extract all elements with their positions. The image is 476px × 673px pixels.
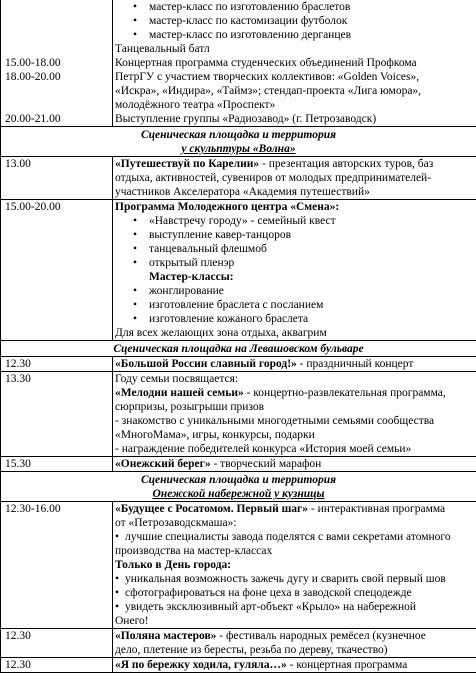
schedule-row bbox=[1, 372, 476, 457]
event-description: производства на мастер-классах bbox=[115, 545, 272, 557]
schedule-row bbox=[1, 200, 476, 341]
event-text bbox=[115, 658, 474, 672]
time-cell bbox=[1, 372, 113, 457]
time-cell bbox=[1, 357, 113, 372]
time-value: 15.00-18.00 bbox=[5, 56, 110, 70]
event-description: - фестиваль народных ремёсел (кузнечное bbox=[216, 630, 425, 642]
schedule-row bbox=[1, 502, 476, 629]
event-cell bbox=[113, 457, 476, 472]
bullet-item bbox=[115, 256, 474, 270]
bullet-item bbox=[115, 586, 474, 600]
bullet-item bbox=[115, 242, 474, 256]
schedule-body bbox=[1, 0, 476, 673]
event-cell bbox=[113, 658, 476, 673]
time-value: 13.30 bbox=[5, 372, 110, 386]
event-description: Году семьи посвящается: bbox=[115, 373, 238, 385]
time-cell bbox=[1, 629, 113, 658]
event-description: лучшие специалисты завода поделятся с вами секретами атомного bbox=[125, 531, 451, 543]
time-value: 20.00-21.00 bbox=[5, 112, 110, 126]
schedule-row bbox=[1, 357, 476, 372]
schedule-row bbox=[1, 157, 476, 200]
event-text bbox=[115, 70, 474, 84]
time-value bbox=[5, 28, 110, 42]
event-text bbox=[115, 544, 474, 558]
time-value bbox=[5, 0, 110, 14]
section-subtitle: у скульптуры «Волна» bbox=[3, 142, 474, 156]
event-text bbox=[115, 84, 474, 98]
schedule-row bbox=[1, 0, 476, 127]
event-description: мастер-класс по изготовлению браслетов bbox=[149, 1, 350, 13]
event-text bbox=[115, 185, 474, 199]
section-title: Сценическая площадка и территория bbox=[3, 473, 474, 487]
time-value: 13.00 bbox=[5, 157, 110, 171]
event-title: «Путешествуй по Карелии» bbox=[115, 158, 259, 170]
time-value bbox=[5, 42, 110, 56]
event-text bbox=[115, 386, 474, 400]
section-title: Сценическая площадка на Левашовском бульваре bbox=[3, 342, 474, 356]
event-description: дело, плетение из бересты, резьба по дереву, ткачество) bbox=[115, 644, 388, 656]
event-description: Танцевальный батл bbox=[115, 43, 210, 55]
time-value: 12.30 bbox=[5, 357, 110, 371]
event-description: мастер-класс по кастомизации футболок bbox=[149, 15, 347, 27]
section-header bbox=[1, 341, 476, 357]
event-text bbox=[115, 42, 474, 56]
event-text bbox=[115, 400, 474, 414]
event-text bbox=[115, 558, 474, 572]
time-cell bbox=[1, 0, 113, 127]
bullet-item bbox=[115, 284, 474, 298]
event-description: сюрпризы, розыгрыши призов bbox=[115, 401, 264, 413]
event-description: открытый пленэр bbox=[149, 257, 234, 269]
time-value bbox=[5, 84, 110, 98]
section-subtitle: Онежской набережной у кузницы bbox=[3, 487, 474, 501]
time-value: 12.30-16.00 bbox=[5, 502, 110, 516]
schedule-row bbox=[1, 341, 476, 357]
event-description: от «Петрозаводскмаша»: bbox=[115, 517, 237, 529]
event-title: Мастер-классы: bbox=[149, 271, 234, 283]
event-description: уникальная возможность зажечь дугу и сварить свой первый шов bbox=[125, 573, 446, 585]
time-cell bbox=[1, 200, 113, 341]
time-cell bbox=[1, 502, 113, 629]
bullet-item bbox=[115, 0, 474, 14]
event-text bbox=[115, 442, 474, 456]
event-title: «Будущее с Росатомом. Первый шаг» bbox=[115, 503, 308, 515]
event-title: «Онежский берег» bbox=[115, 458, 211, 470]
event-description: - интерактивная программа bbox=[308, 503, 445, 515]
time-value bbox=[5, 98, 110, 112]
event-description: - концертная программа bbox=[287, 659, 408, 671]
event-description: участников Акселератора «Академия путешествий» bbox=[115, 186, 370, 198]
event-description: изготовление кожаного браслета bbox=[149, 313, 308, 325]
event-title: «Я по бережку ходила, гуляла…» bbox=[115, 659, 287, 671]
bullet-item bbox=[115, 530, 474, 544]
event-text bbox=[115, 643, 474, 657]
event-description: Концертная программа студенческих объединений Профкома bbox=[115, 57, 417, 69]
event-description: мастер-класс по изготовлению дерганцев bbox=[149, 29, 351, 41]
event-text bbox=[115, 112, 474, 126]
time-value: 15.30 bbox=[5, 457, 110, 471]
bullet-item bbox=[115, 214, 474, 228]
event-cell bbox=[113, 157, 476, 200]
event-cell bbox=[113, 502, 476, 629]
section-header bbox=[1, 127, 476, 157]
bullet-item bbox=[115, 572, 474, 586]
event-text bbox=[115, 326, 474, 340]
event-text bbox=[115, 457, 474, 471]
event-description: выступление кавер-танцоров bbox=[149, 229, 291, 241]
schedule-row bbox=[1, 629, 476, 658]
time-cell bbox=[1, 457, 113, 472]
event-description: ПетрГУ с участием творческих коллективов: «Golden Voices», bbox=[115, 71, 419, 83]
event-cell bbox=[113, 200, 476, 341]
event-text bbox=[115, 614, 474, 628]
event-description: Выступление группы «Радиозавод» (г. Петрозаводск) bbox=[115, 113, 376, 125]
schedule-row bbox=[1, 658, 476, 673]
event-description: сфотографироваться на фоне цеха в заводской спецодежде bbox=[125, 587, 412, 599]
event-title: «Поляна мастеров» bbox=[115, 630, 216, 642]
event-text bbox=[115, 502, 474, 516]
event-description: - презентация авторских туров, баз bbox=[259, 158, 433, 170]
event-text bbox=[115, 157, 474, 171]
time-value: 18.00-20.00 bbox=[5, 70, 110, 84]
event-description: - знакомство с уникальными многодетными семьями сообщества bbox=[115, 415, 434, 427]
event-description: - концертно-развлекательная программа, bbox=[244, 387, 446, 399]
event-cell bbox=[113, 357, 476, 372]
event-cell bbox=[113, 0, 476, 127]
event-text bbox=[115, 414, 474, 428]
event-description: Онего! bbox=[115, 615, 149, 627]
event-description: молодёжного театра «Проспект» bbox=[115, 99, 275, 111]
time-value bbox=[5, 14, 110, 28]
event-description: Для всех желающих зона отдыха, аквагрим bbox=[115, 327, 327, 339]
event-text bbox=[115, 372, 474, 386]
subheading bbox=[115, 270, 474, 284]
time-value: 12.30 bbox=[5, 658, 110, 672]
event-description: жонглирование bbox=[149, 285, 224, 297]
event-title: Только в День города: bbox=[115, 559, 231, 571]
time-cell bbox=[1, 157, 113, 200]
event-description: - творческий марафон bbox=[211, 458, 322, 470]
bullet-item bbox=[115, 14, 474, 28]
event-text bbox=[115, 357, 474, 371]
event-description: отдыха, активностей, сувениров от молодых предпринимателей- bbox=[115, 172, 431, 184]
bullet-item bbox=[115, 600, 474, 614]
event-title: «Мелодии нашей семьи» bbox=[115, 387, 244, 399]
event-description: «Навстречу городу» - семейный квест bbox=[149, 215, 336, 227]
time-value: 15.00-20.00 bbox=[5, 200, 110, 214]
event-description: изготовление браслета с посланием bbox=[149, 299, 323, 311]
schedule-row bbox=[1, 472, 476, 502]
time-cell bbox=[1, 658, 113, 673]
event-text bbox=[115, 629, 474, 643]
event-description: увидеть эксклюзивный арт-объект «Крыло» на набережной bbox=[125, 601, 416, 613]
event-text bbox=[115, 200, 474, 214]
event-title: Программа Молодежного центра «Смена»: bbox=[115, 201, 339, 213]
event-text bbox=[115, 516, 474, 530]
bullet-item bbox=[115, 228, 474, 242]
bullet-item bbox=[115, 298, 474, 312]
event-text bbox=[115, 98, 474, 112]
event-text bbox=[115, 428, 474, 442]
section-title: Сценическая площадка и территория bbox=[3, 128, 474, 142]
event-cell bbox=[113, 629, 476, 658]
section-header bbox=[1, 472, 476, 502]
bullet-item bbox=[115, 28, 474, 42]
event-description: - праздничный концерт bbox=[297, 358, 414, 370]
event-text bbox=[115, 56, 474, 70]
event-text bbox=[115, 171, 474, 185]
schedule-row bbox=[1, 457, 476, 472]
event-description: «МногоМама», игры, конкурсы, подарки bbox=[115, 429, 315, 441]
time-value: 12.30 bbox=[5, 629, 110, 643]
bullet-item bbox=[115, 312, 474, 326]
event-description: «Искра», «Индира», «Таймз»; стендап-проекта «Лига юмора», bbox=[115, 85, 421, 97]
event-title: «Большой России славный город!» bbox=[115, 358, 297, 370]
event-description: - награждение победителей конкурса «История моей семьи» bbox=[115, 443, 411, 455]
event-description: танцевальный флешмоб bbox=[149, 243, 267, 255]
schedule-row bbox=[1, 127, 476, 157]
event-cell bbox=[113, 372, 476, 457]
